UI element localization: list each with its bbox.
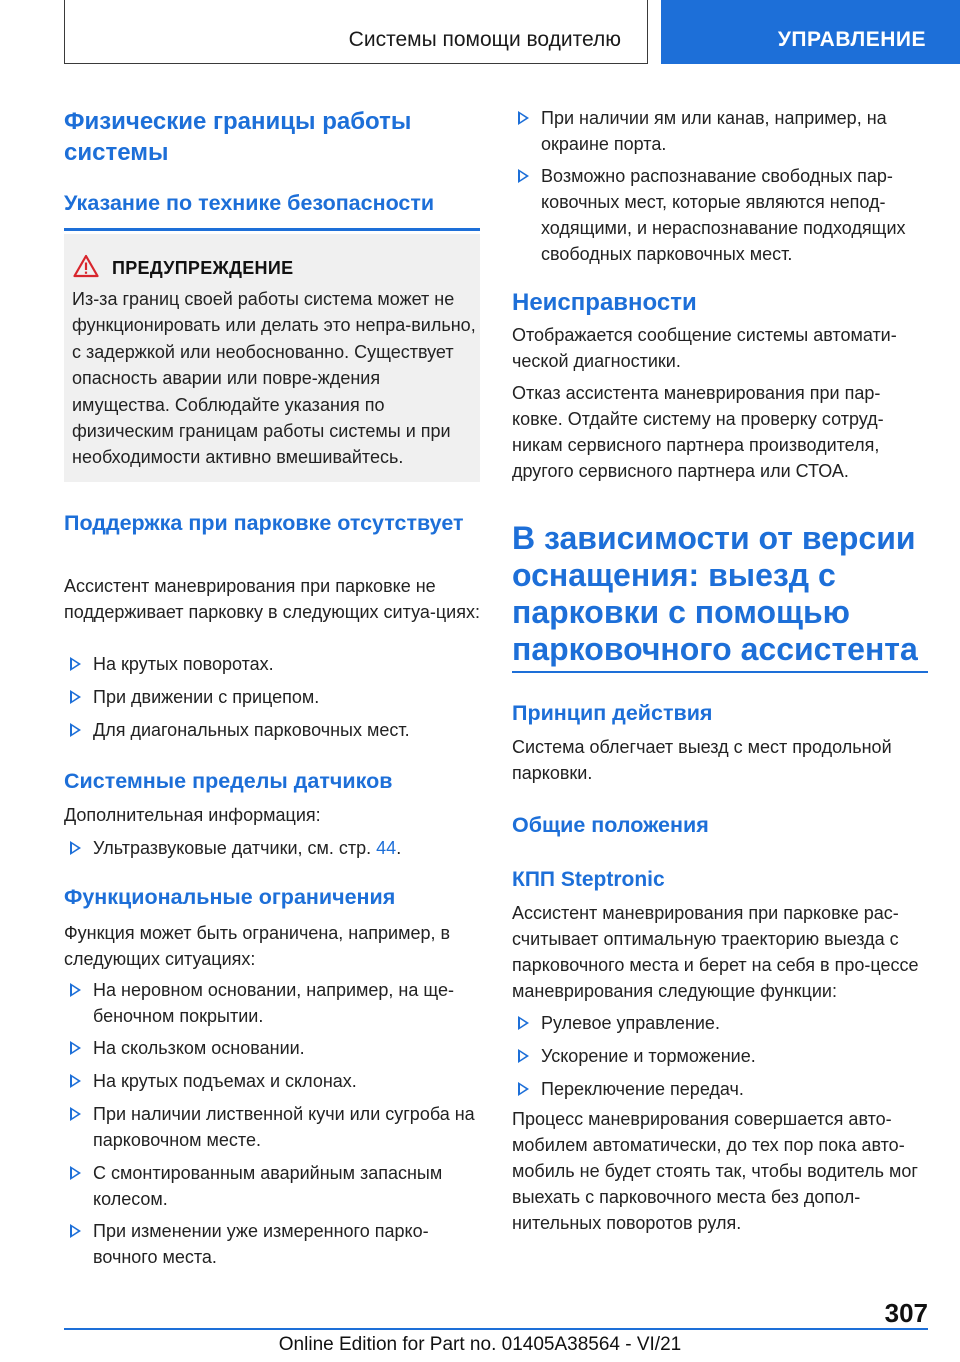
list-item: При наличии ям или канав, например, на окраине порта. bbox=[512, 105, 928, 157]
triangle-bullet-icon bbox=[70, 1166, 81, 1180]
section-title-functional: Функциональные ограничения bbox=[64, 885, 396, 909]
footer-edition: Online Edition for Part no. 01405A38564 - VI/21 bbox=[278, 1334, 682, 1355]
footer-rule bbox=[64, 1328, 928, 1330]
list-item: Рулевое управление. bbox=[512, 1010, 928, 1036]
triangle-bullet-icon bbox=[70, 1074, 81, 1088]
safety-rule bbox=[64, 228, 480, 231]
section-title-limits: Физические границы работы системы bbox=[64, 108, 412, 166]
kpp-text: Ассистент маневрирования при парковке рас-считывает оптимальную траекторию выезда с парковочного места и берет на себя в про-цессе маневрирования следующие функции: bbox=[512, 903, 919, 1001]
sensors-text: Дополнительная информация: bbox=[64, 805, 321, 825]
warning-box bbox=[64, 234, 480, 482]
list-item: При наличии лиственной кучи или сугроба на парковочном месте. bbox=[64, 1101, 480, 1153]
triangle-bullet-icon bbox=[518, 111, 529, 125]
header-section-box bbox=[64, 0, 648, 64]
list-item: Возможно распознавание свободных пар-ковочных мест, которые являются непод-ходящими, и нераспознавание подходящих свободных парковочных мест. bbox=[512, 163, 928, 267]
list-item: На крутых поворотах. bbox=[64, 651, 480, 677]
list-item: На скользком основании. bbox=[64, 1035, 480, 1061]
warning-text: Из-за границ своей работы система может не функционировать или делать это непра-вильно, с задержкой или необоснованно. Существует опасность аварии или повре-ждения имущества. Соблюдайте указания по физическим границам работы системы и при необходимости активно вмешивайтесь. bbox=[72, 289, 476, 468]
triangle-bullet-icon bbox=[70, 657, 81, 671]
list-item: На неровном основании, например, на ще-беночном покрытии. bbox=[64, 977, 480, 1029]
page-link[interactable]: 44 bbox=[376, 838, 397, 858]
func-text: Функция может быть ограничена, например, в следующих ситуациях: bbox=[64, 923, 451, 969]
triangle-bullet-icon bbox=[518, 169, 529, 183]
list-item: Переключение передач. bbox=[512, 1076, 928, 1102]
chapter-title: В зависимости от версии оснащения: выезд с парковки с помощью парковочного ассистента bbox=[512, 520, 918, 667]
triangle-bullet-icon bbox=[70, 983, 81, 997]
triangle-bullet-icon bbox=[70, 690, 81, 704]
triangle-bullet-icon bbox=[518, 1016, 529, 1030]
warning-label: ПРЕДУПРЕЖДЕНИЕ bbox=[112, 258, 294, 278]
list-item: Для диагональных парковочных мест. bbox=[64, 717, 480, 743]
section-title-steptronic: КПП Steptronic bbox=[512, 868, 665, 891]
section-title-general: Общие положения bbox=[512, 813, 709, 837]
warning-triangle-icon bbox=[73, 254, 99, 278]
header-chapter-title: УПРАВЛЕНИЕ bbox=[777, 28, 926, 51]
triangle-bullet-icon bbox=[70, 1041, 81, 1055]
section-title-safety: Указание по технике безопасности bbox=[64, 191, 435, 215]
list-item: При изменении уже измеренного парко-вочного места. bbox=[64, 1218, 480, 1270]
list-item: На крутых подъемах и склонах. bbox=[64, 1068, 480, 1094]
header-section-title: Системы помощи водителю bbox=[348, 28, 621, 51]
list-item: При движении с прицепом. bbox=[64, 684, 480, 710]
header-chapter-box bbox=[661, 0, 960, 64]
faults-text-1: Отображается сообщение системы автомати-ческой диагностики. bbox=[512, 325, 897, 371]
chapter-rule bbox=[512, 671, 928, 673]
triangle-bullet-icon bbox=[518, 1049, 529, 1063]
list-item: С смонтированным аварийным запасным колесом. bbox=[64, 1160, 480, 1212]
triangle-bullet-icon bbox=[70, 723, 81, 737]
faults-text-2: Отказ ассистента маневрирования при пар-ковке. Отдайте систему на проверку сотруд-никам сервисного партнера производителя, другого сервисного партнера или СТОА. bbox=[512, 383, 884, 481]
parking-text: Ассистент маневрирования при парковке не поддерживает парковку в следующих ситуа-циях: bbox=[64, 576, 480, 622]
section-title-faults: Неисправности bbox=[512, 289, 697, 316]
triangle-bullet-icon bbox=[518, 1082, 529, 1096]
section-title-principle: Принцип действия bbox=[512, 701, 713, 725]
triangle-bullet-icon bbox=[70, 1107, 81, 1121]
list-item: Ультразвуковые датчики, см. стр. 44. bbox=[64, 835, 480, 861]
list-item: Ускорение и торможение. bbox=[512, 1043, 928, 1069]
section-title-parking: Поддержка при парковке отсутствует bbox=[64, 511, 464, 535]
triangle-bullet-icon bbox=[70, 1224, 81, 1238]
section-title-sensors: Системные пределы датчиков bbox=[64, 769, 393, 793]
triangle-bullet-icon bbox=[70, 841, 81, 855]
page-number: 307 bbox=[884, 1298, 928, 1328]
final-text: Процесс маневрирования совершается авто-мобилем автоматически, до тех пор пока авто-мобиль не будет стоять так, чтобы водитель мог выехать с парковочного места без допол-нительных поворотов руля. bbox=[512, 1109, 918, 1233]
principle-text: Система облегчает выезд с мест продольной парковки. bbox=[512, 737, 892, 783]
